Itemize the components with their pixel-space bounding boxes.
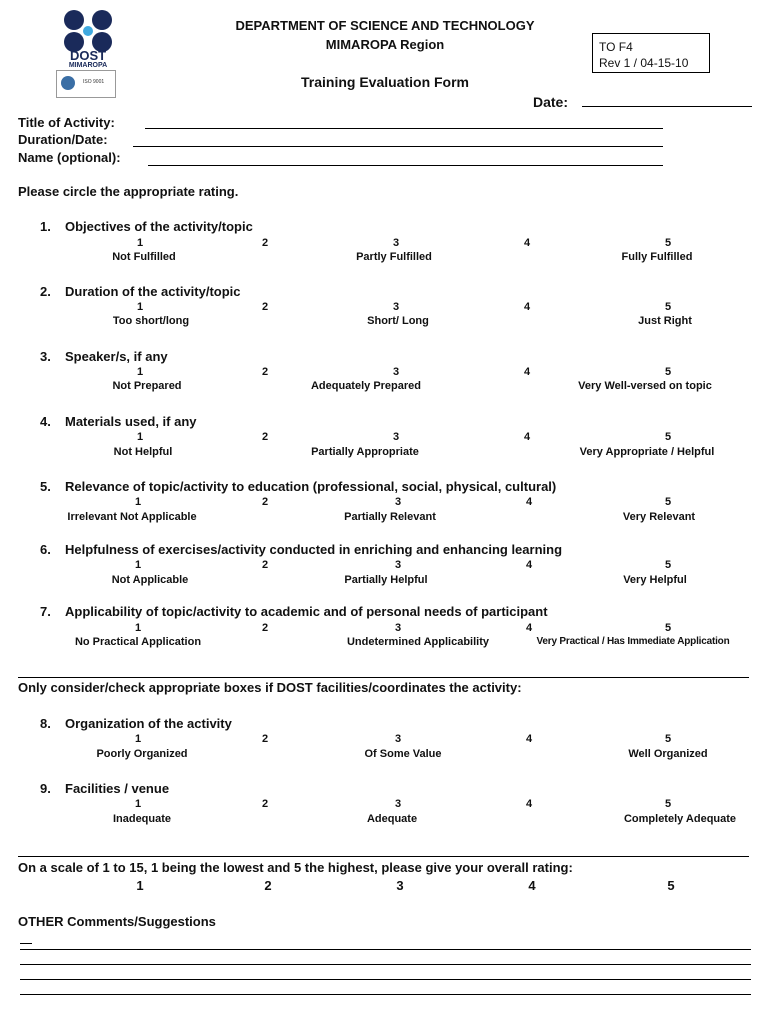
rating-label-mid: Partially Appropriate	[311, 446, 419, 458]
rating-option-5[interactable]: 5	[664, 733, 672, 745]
rating-option-5[interactable]: 5	[664, 496, 672, 508]
rating-label-low: Inadequate	[112, 813, 172, 825]
comment-line-2[interactable]	[20, 964, 751, 965]
rating-label-low: Not Prepared	[112, 380, 182, 392]
comment-line-4[interactable]	[20, 994, 751, 995]
rating-option-2[interactable]: 2	[261, 301, 269, 313]
question-number: 7.	[40, 604, 51, 619]
name-label: Name (optional):	[18, 150, 121, 165]
rating-option-1[interactable]: 1	[134, 798, 142, 810]
overall-rating-instruction: On a scale of 1 to 15, 1 being the lowest and 5 the highest, please give your overall rating:	[18, 860, 573, 875]
rating-option-5[interactable]: 5	[664, 301, 672, 313]
question-6	[40, 542, 562, 557]
rating-option-3[interactable]: 3	[392, 237, 400, 249]
rating-option-3[interactable]: 3	[392, 431, 400, 443]
question-text: Facilities / venue	[65, 781, 170, 796]
rating-option-5[interactable]: 5	[664, 559, 672, 571]
rating-option-3[interactable]: 3	[394, 733, 402, 745]
rating-option-4[interactable]: 4	[523, 431, 531, 443]
date-field[interactable]	[582, 106, 752, 107]
rating-label-low: Not Helpful	[113, 446, 173, 458]
question-text: Organization of the activity	[65, 716, 232, 731]
dost-note: Only consider/check appropriate boxes if DOST facilities/coordinates the activity:	[18, 680, 522, 695]
rating-option-1[interactable]: 1	[134, 622, 142, 634]
rating-label-high: Very Relevant	[622, 511, 696, 523]
overall-rating-option-4[interactable]: 4	[528, 878, 536, 893]
comment-line-1[interactable]	[20, 949, 751, 950]
rating-option-5[interactable]: 5	[664, 798, 672, 810]
date-label: Date:	[533, 94, 569, 110]
rating-option-3[interactable]: 3	[392, 301, 400, 313]
rating-option-4[interactable]: 4	[525, 559, 533, 571]
reference-revision: Rev 1 / 04-15-10	[599, 56, 689, 70]
question-number: 9.	[40, 781, 51, 796]
rating-option-4[interactable]: 4	[523, 366, 531, 378]
rating-option-1[interactable]: 1	[134, 733, 142, 745]
rating-option-2[interactable]: 2	[261, 733, 269, 745]
rating-option-4[interactable]: 4	[525, 622, 533, 634]
rating-label-high: Very Practical / Has Immediate Application	[536, 636, 730, 647]
rating-label-low: Poorly Organized	[96, 748, 188, 760]
org-region: MIMAROPA Region	[325, 37, 445, 52]
logo-subtext: MIMAROPA	[68, 62, 108, 69]
rating-option-4[interactable]: 4	[525, 733, 533, 745]
question-text: Helpfulness of exercises/activity conducted in enriching and enhancing learning	[65, 542, 563, 557]
question-text: Relevance of topic/activity to education (professional, social, physical, cultural)	[65, 479, 557, 494]
rating-label-high: Very Well-versed on topic	[578, 380, 712, 392]
rating-label-mid: Partially Relevant	[344, 511, 436, 523]
rating-option-2[interactable]: 2	[261, 622, 269, 634]
question-3	[40, 349, 168, 364]
rating-option-5[interactable]: 5	[664, 622, 672, 634]
rating-option-3[interactable]: 3	[394, 559, 402, 571]
rating-option-5[interactable]: 5	[664, 366, 672, 378]
reference-box	[592, 33, 710, 73]
rating-label-high: Well Organized	[628, 748, 708, 760]
question-8	[40, 716, 232, 731]
rating-label-low: Irrelevant Not Applicable	[67, 511, 197, 523]
section-divider	[18, 677, 749, 678]
question-text: Speaker/s, if any	[65, 349, 168, 364]
question-number: 3.	[40, 349, 51, 364]
rating-option-1[interactable]: 1	[136, 237, 144, 249]
form-title: Training Evaluation Form	[300, 74, 470, 90]
rating-option-5[interactable]: 5	[664, 431, 672, 443]
rating-label-high: Very Helpful	[623, 574, 687, 586]
reference-code: TO F4	[599, 40, 633, 54]
rating-label-mid: Short/ Long	[367, 315, 429, 327]
question-number: 2.	[40, 284, 51, 299]
rating-option-4[interactable]: 4	[525, 798, 533, 810]
rating-option-3[interactable]: 3	[394, 798, 402, 810]
question-text: Materials used, if any	[65, 414, 197, 429]
rating-label-high: Fully Fulfilled	[621, 251, 693, 263]
rating-option-2[interactable]: 2	[261, 496, 269, 508]
rating-label-mid: Of Some Value	[364, 748, 442, 760]
question-1	[40, 219, 253, 234]
comment-start-mark	[20, 943, 32, 944]
instruction-text: Please circle the appropriate rating.	[18, 184, 239, 199]
overall-rating-option-3[interactable]: 3	[396, 878, 404, 893]
certification-badge	[56, 70, 116, 98]
name-field[interactable]	[148, 165, 663, 166]
overall-rating-option-1[interactable]: 1	[136, 878, 144, 893]
rating-option-1[interactable]: 1	[134, 496, 142, 508]
overall-rating-option-2[interactable]: 2	[264, 878, 272, 893]
question-text: Objectives of the activity/topic	[65, 219, 253, 234]
section-divider	[18, 856, 749, 857]
rating-option-2[interactable]: 2	[261, 431, 269, 443]
rating-label-mid: Undetermined Applicability	[346, 636, 489, 648]
question-text: Applicability of topic/activity to academic and of personal needs of participant	[65, 604, 548, 619]
question-number: 5.	[40, 479, 51, 494]
logo-text: DOST	[69, 48, 107, 63]
rating-option-3[interactable]: 3	[394, 622, 402, 634]
rating-option-1[interactable]: 1	[136, 431, 144, 443]
rating-label-high: Just Right	[638, 315, 692, 327]
overall-rating-option-5[interactable]: 5	[667, 878, 675, 893]
question-number: 1.	[40, 219, 51, 234]
rating-label-mid: Partly Fulfilled	[356, 251, 432, 263]
title-of-activity-label: Title of Activity:	[18, 115, 115, 130]
question-number: 8.	[40, 716, 51, 731]
question-number: 6.	[40, 542, 51, 557]
certification-text: ISO 9001	[83, 79, 105, 85]
rating-option-1[interactable]: 1	[134, 559, 142, 571]
rating-option-2[interactable]: 2	[261, 559, 269, 571]
rating-label-low: Too short/long	[112, 315, 190, 327]
question-4	[40, 414, 197, 429]
question-9	[40, 781, 169, 796]
certification-seal-icon	[61, 76, 75, 90]
question-number: 4.	[40, 414, 51, 429]
rating-label-high: Completely Adequate	[623, 813, 737, 825]
rating-option-2[interactable]: 2	[261, 237, 269, 249]
rating-label-low: No Practical Application	[74, 636, 202, 648]
rating-label-mid: Adequate	[366, 813, 418, 825]
rating-option-4[interactable]: 4	[523, 301, 531, 313]
rating-label-low: Not Fulfilled	[112, 251, 176, 263]
rating-option-1[interactable]: 1	[136, 366, 144, 378]
org-name: DEPARTMENT OF SCIENCE AND TECHNOLOGY	[235, 18, 535, 33]
question-7	[40, 604, 548, 619]
rating-option-3[interactable]: 3	[392, 366, 400, 378]
rating-option-2[interactable]: 2	[261, 798, 269, 810]
question-2	[40, 284, 241, 299]
duration-date-field[interactable]	[133, 146, 663, 147]
duration-date-label: Duration/Date:	[18, 132, 108, 147]
title-of-activity-field[interactable]	[145, 128, 663, 129]
rating-option-5[interactable]: 5	[664, 237, 672, 249]
rating-label-mid: Adequately Prepared	[310, 380, 422, 392]
rating-option-3[interactable]: 3	[394, 496, 402, 508]
rating-option-4[interactable]: 4	[523, 237, 531, 249]
comment-line-3[interactable]	[20, 979, 751, 980]
rating-option-4[interactable]: 4	[525, 496, 533, 508]
rating-option-1[interactable]: 1	[136, 301, 144, 313]
question-5	[40, 479, 556, 494]
comments-label: OTHER Comments/Suggestions	[18, 914, 216, 929]
rating-option-2[interactable]: 2	[261, 366, 269, 378]
rating-label-mid: Partially Helpful	[344, 574, 428, 586]
rating-label-high: Very Appropriate / Helpful	[579, 446, 715, 458]
rating-label-low: Not Applicable	[111, 574, 189, 586]
question-text: Duration of the activity/topic	[65, 284, 241, 299]
